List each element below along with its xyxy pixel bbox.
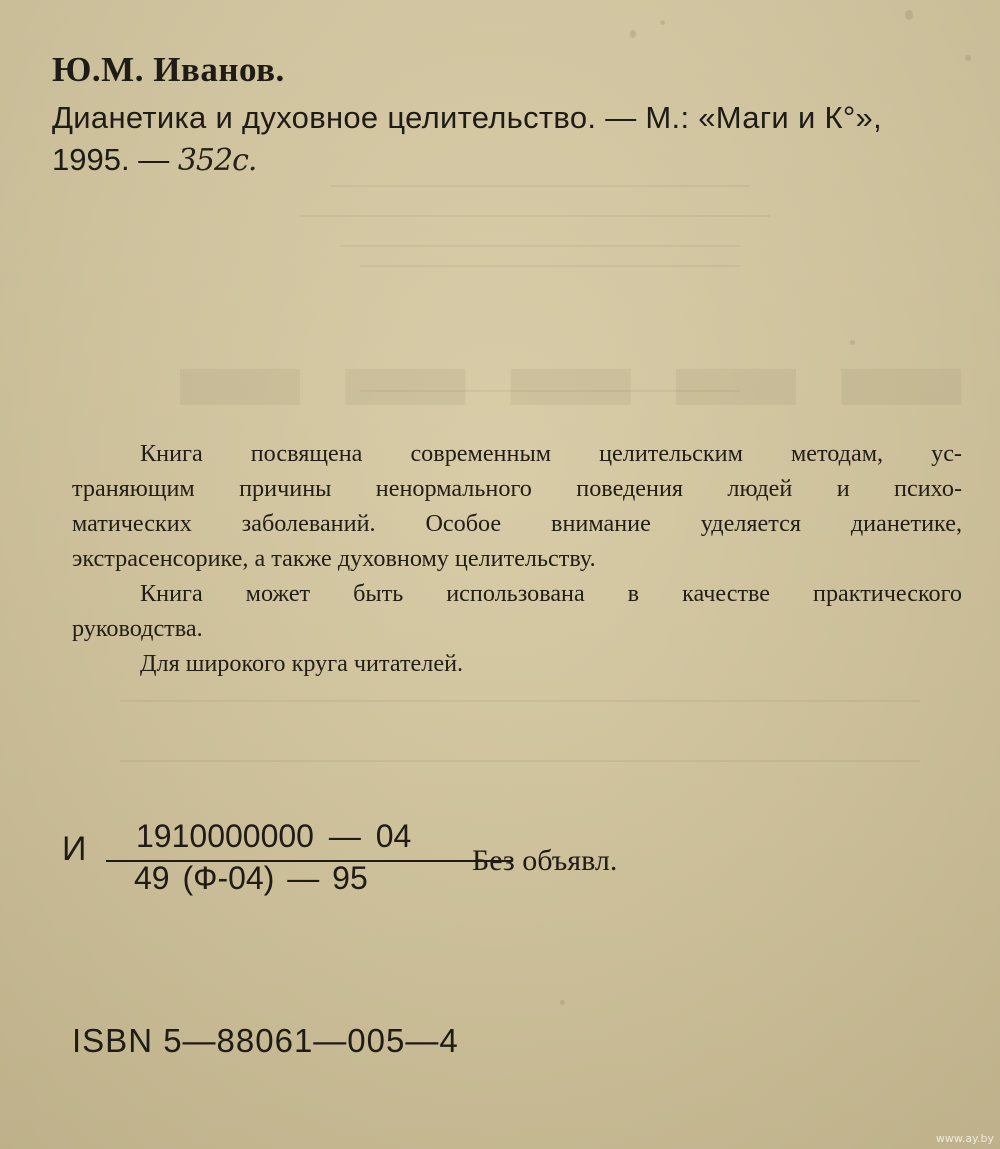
- annotation-line: траняющим причины ненормального поведения людей и психо-: [72, 475, 962, 502]
- show-through-line: [360, 390, 740, 392]
- show-through-line: [120, 760, 920, 762]
- paper-stain: [560, 1000, 565, 1005]
- index-denominator: 49 (Ф-04) — 95: [134, 860, 368, 896]
- annotation-line: руководства.: [72, 615, 203, 642]
- annotation-line: Для широкого круга читателей.: [140, 650, 464, 677]
- book-title-publisher: Дианетика и духовное целительство. — М.: «Маги и К°»,: [52, 100, 882, 135]
- publication-year-line: [52, 142, 256, 178]
- paper-stain: [850, 340, 855, 345]
- paper-stain: [630, 30, 636, 38]
- annotation-line: Книга может быть использована в качестве практического: [140, 580, 962, 607]
- paper-stain: [965, 55, 971, 61]
- show-through-line: [330, 185, 750, 187]
- annotation-line: матических заболеваний. Особое внимание уделяется дианетике,: [72, 510, 962, 537]
- site-watermark: www.ay.by: [935, 1132, 994, 1145]
- show-through-line: [360, 265, 740, 267]
- author-name: Ю.М. Иванов.: [52, 50, 285, 89]
- publication-year: 1995. —: [52, 142, 178, 177]
- isbn-number: ISBN 5—88061—005—4: [72, 1022, 459, 1059]
- price-note: Без объявл.: [472, 844, 618, 877]
- handwritten-page-count: 352с.: [177, 143, 257, 178]
- show-through-line: [120, 700, 920, 702]
- show-through-line: [300, 215, 770, 217]
- annotation-line: экстрасенсорике, а также духовному целительству.: [72, 545, 596, 572]
- show-through-print: ▬ ▬ ▬ ▬ ▬: [180, 297, 968, 431]
- annotation-line: Книга посвящена современным целительским методам, ус-: [140, 440, 962, 467]
- paper-stain: [660, 20, 665, 25]
- book-annotation: [72, 436, 962, 681]
- index-numerator: 1910000000 — 04: [136, 818, 412, 854]
- show-through-line: [340, 245, 740, 247]
- index-letter: И: [62, 830, 87, 868]
- paper-stain: [905, 10, 913, 20]
